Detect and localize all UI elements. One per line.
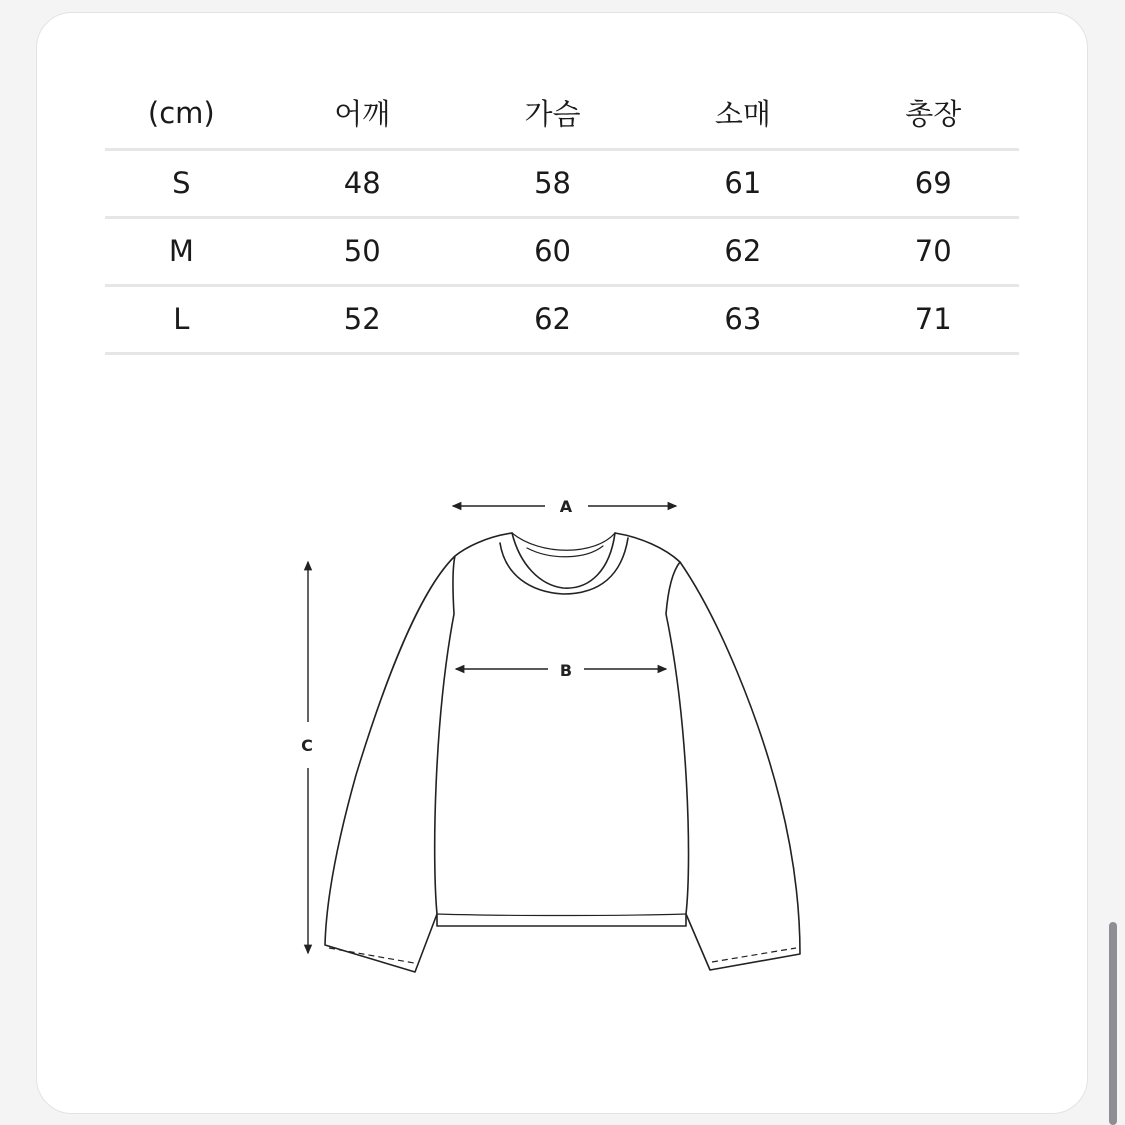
- shoulder-value: 48: [343, 166, 381, 200]
- chest-value: 60: [534, 234, 572, 268]
- sleeve-value: 62: [724, 234, 762, 268]
- measure-b-label: B: [559, 661, 573, 680]
- size-label: S: [172, 166, 191, 200]
- cuff-stitching: [329, 948, 796, 963]
- size-label: M: [168, 234, 194, 268]
- chest-value: 58: [534, 166, 572, 200]
- measure-c-label: C: [301, 736, 313, 755]
- length-value: 69: [914, 166, 952, 200]
- length-value: 70: [914, 234, 952, 268]
- shoulder-value: 52: [343, 302, 381, 336]
- header-unit: (cm): [147, 95, 215, 130]
- vertical-scrollbar[interactable]: [1109, 922, 1117, 1125]
- header-length: 총장: [905, 97, 962, 132]
- measure-a-label: A: [559, 497, 573, 516]
- chest-value: 62: [534, 302, 572, 336]
- sleeve-value: 61: [724, 166, 762, 200]
- measure-b: [456, 661, 666, 680]
- header-chest: 가슴: [524, 97, 581, 132]
- measure-c: [301, 562, 313, 953]
- measure-a: [453, 497, 676, 516]
- sleeve-value: 63: [724, 302, 762, 336]
- length-value: 71: [914, 302, 952, 336]
- shoulder-value: 50: [343, 234, 381, 268]
- size-label: L: [173, 302, 190, 336]
- header-shoulder: 어깨: [334, 97, 391, 132]
- header-sleeve: 소매: [714, 97, 771, 132]
- sweater-outline: [325, 533, 800, 972]
